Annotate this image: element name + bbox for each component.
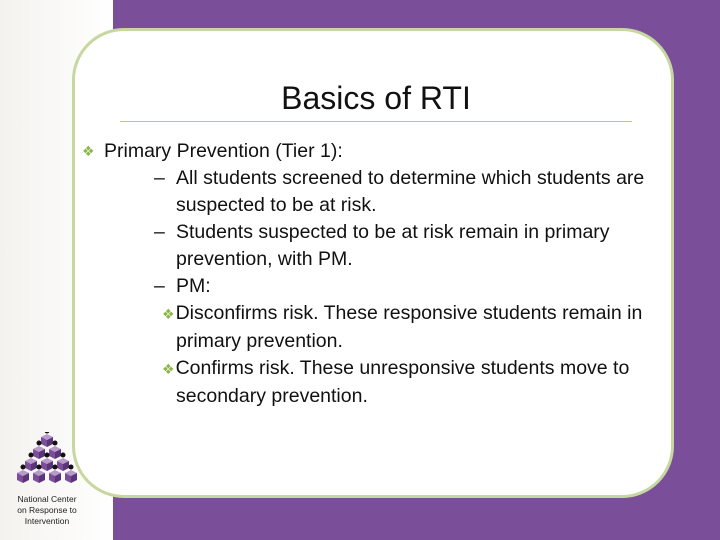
- ncrti-logo: [8, 432, 104, 532]
- logo-line-3: Intervention: [24, 516, 70, 526]
- logo-line-2: on Response to: [17, 505, 77, 515]
- sub-bullet-remain: [120, 219, 672, 273]
- diamond-bullet-icon: ❖: [162, 306, 175, 322]
- logo-caption: [8, 494, 86, 527]
- stacked-cubes-icon: [8, 432, 86, 492]
- bullet-text: Primary Prevention (Tier 1):: [104, 140, 343, 162]
- pm-item-text: Confirms risk. These unresponsive students move to secondary prevention.: [175, 357, 630, 407]
- bullet-primary-prevention: [82, 138, 672, 165]
- sub-bullet-text: All students screened to determine which students are suspected to be at risk.: [176, 167, 645, 216]
- logo-line-1: National Center: [17, 494, 77, 504]
- dash-icon: –: [154, 275, 165, 297]
- sub-bullet-text: Students suspected to be at risk remain in primary prevention, with PM.: [176, 221, 610, 270]
- pm-item-disconfirms: [82, 300, 672, 355]
- diamond-bullet-icon: ❖: [82, 143, 95, 159]
- pm-item-text: Disconfirms risk. These responsive students remain in primary prevention.: [175, 302, 643, 352]
- sub-bullet-text: PM:: [176, 275, 211, 297]
- slide-title: Basics of RTI: [281, 80, 471, 116]
- title-divider: [120, 121, 632, 122]
- sub-bullet-pm: [120, 273, 672, 300]
- sub-bullet-screened: [120, 165, 672, 219]
- dash-icon: –: [154, 167, 165, 189]
- dash-icon: –: [154, 221, 165, 243]
- slide-body: [82, 138, 672, 410]
- pm-item-confirms: [82, 355, 672, 410]
- diamond-bullet-icon: ❖: [162, 361, 175, 377]
